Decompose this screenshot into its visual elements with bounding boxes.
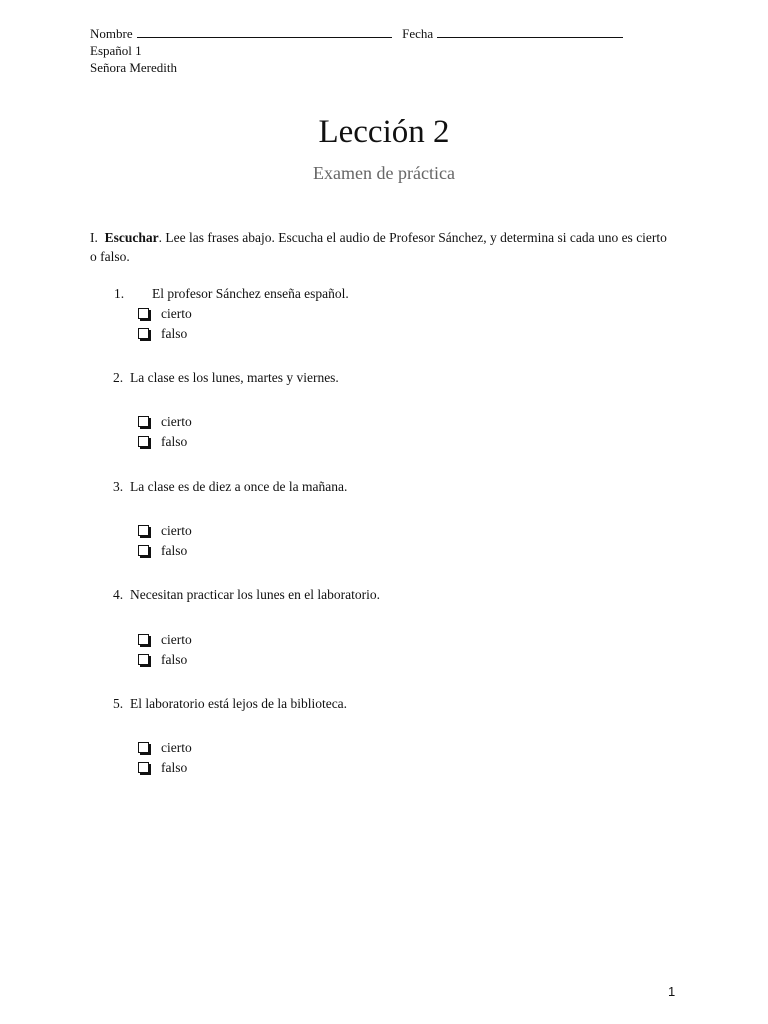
page-number: 1: [668, 984, 676, 999]
page-title: Lección 2: [318, 114, 450, 150]
name-blank[interactable]: [137, 25, 392, 38]
option-label: falso: [161, 326, 188, 341]
option-cierto[interactable]: [138, 522, 192, 540]
option-cierto[interactable]: [138, 631, 192, 649]
option-label: falso: [161, 760, 188, 775]
option-label: cierto: [161, 632, 192, 647]
option-label: cierto: [161, 740, 192, 755]
option-label: cierto: [161, 306, 192, 321]
option-falso[interactable]: [138, 433, 187, 451]
checkbox-icon[interactable]: [138, 525, 149, 536]
question-text: [113, 695, 347, 713]
question-statement: Necesitan practicar los lunes en el laboratorio.: [130, 587, 381, 602]
option-falso[interactable]: [138, 542, 187, 560]
page-subtitle: Examen de práctica: [313, 163, 455, 183]
checkbox-icon[interactable]: [138, 436, 149, 447]
date-label: Fecha: [402, 26, 434, 41]
option-cierto[interactable]: [138, 413, 192, 431]
option-label: falso: [161, 652, 188, 667]
question-statement: El laboratorio está lejos de la biblioteca.: [130, 696, 348, 711]
option-cierto[interactable]: [138, 739, 192, 757]
option-label: cierto: [161, 523, 192, 538]
header-block: [90, 25, 627, 76]
checkbox-icon[interactable]: [138, 634, 149, 645]
question-statement: La clase es los lunes, martes y viernes.: [130, 370, 339, 385]
option-label: cierto: [161, 414, 192, 429]
checkbox-icon[interactable]: [138, 742, 149, 753]
checkbox-icon[interactable]: [138, 654, 149, 665]
option-cierto[interactable]: [138, 305, 192, 323]
section-numeral: I.: [90, 230, 98, 245]
instructions-text: . Lee las frases abajo. Escucha el audio de Profesor Sánchez, y determina si cada uno es cierto o falso.: [90, 230, 667, 264]
question-statement: La clase es de diez a once de la mañana.: [130, 479, 348, 494]
section-instructions: [90, 228, 670, 266]
question-statement: El profesor Sánchez enseña español.: [152, 286, 349, 301]
question-text: [113, 369, 339, 387]
checkbox-icon[interactable]: [138, 762, 149, 773]
course-line: Español 1: [90, 43, 142, 58]
question-text: [113, 478, 347, 496]
checkbox-icon[interactable]: [138, 308, 149, 319]
date-blank[interactable]: [437, 25, 623, 38]
checkbox-icon[interactable]: [138, 328, 149, 339]
question-number: 2.: [113, 370, 124, 385]
teacher-line: Señora Meredith: [90, 60, 178, 75]
question-number: 1.: [114, 286, 125, 301]
checkbox-icon[interactable]: [138, 416, 149, 427]
name-date-line: [90, 25, 627, 42]
question-text: [114, 285, 349, 303]
option-falso[interactable]: [138, 325, 187, 343]
question-number: 5.: [113, 696, 124, 711]
question-number: 4.: [113, 587, 124, 602]
option-label: falso: [161, 434, 188, 449]
question-number: 3.: [113, 479, 124, 494]
question-text: [113, 586, 380, 604]
option-falso[interactable]: [138, 759, 187, 777]
checkbox-icon[interactable]: [138, 545, 149, 556]
option-falso[interactable]: [138, 651, 187, 669]
option-label: falso: [161, 543, 188, 558]
section-heading: Escuchar: [104, 230, 159, 245]
name-label: Nombre: [90, 26, 133, 41]
